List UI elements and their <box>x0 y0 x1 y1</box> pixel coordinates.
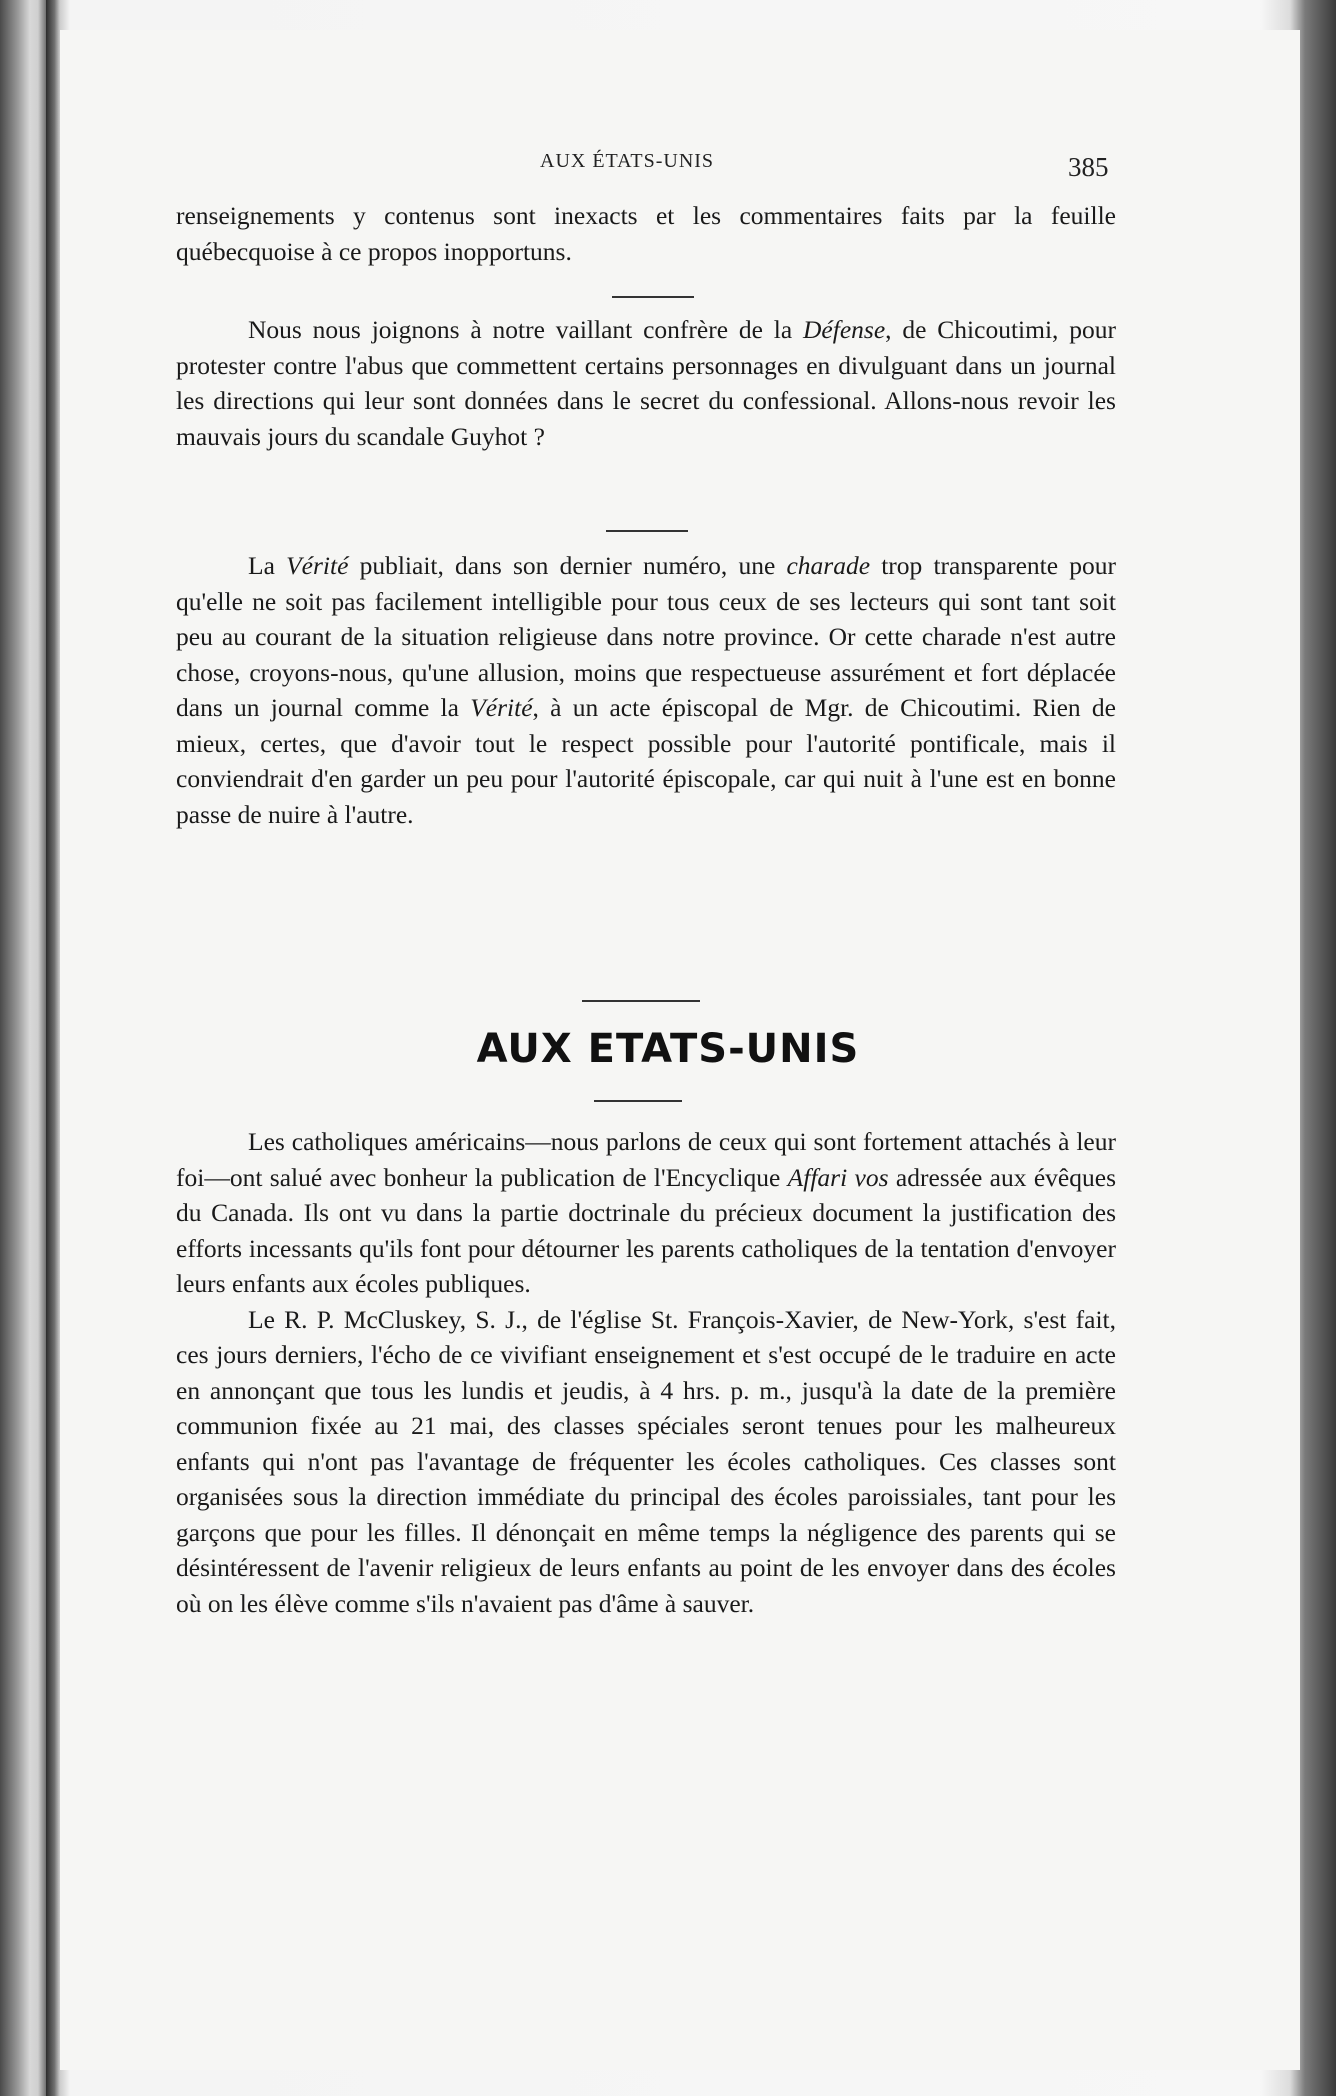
text-run: , à un acte épiscopal de Mgr. de Chicoutimi. Rien de mieux, certes, que d'avoir tout le respect possible pour l'autorité pontificale, mais il conviendrait d'en garder un peu pour l'autorité épiscopale, car qui nuit à l'une est en bonne passe de nuire à l'autre. <box>176 693 1116 829</box>
separator-rule <box>606 530 688 532</box>
paragraph-mccluskey: Le R. P. McCluskey, S. J., de l'église St. François-Xavier, de New-York, s'est fait, ces jours derniers, l'écho de ce vivifiant enseignement et s'est occupé de le traduire en acte en annonçant que tous les lundis et jeudis, à 4 hrs. p. m., jusqu'à la date de la première communion fixée au 21 mai, des classes spéciales seront tenues pour les malheureux enfants qui n'ont pas l'avantage de fréquenter les écoles catholiques. Ces classes sont organisées sous la direction immédiate du principal des écoles paroissiales, tant pour les garçons que pour les filles. Il dénonçait en même temps la négligence des parents qui se désintéressent de l'avenir religieux de leurs enfants au point de les envoyer dans des écoles où on les élève comme s'ils n'avaient pas d'âme à sauver. <box>176 1304 1116 1618</box>
page-number: 385 <box>1068 152 1109 182</box>
italic-text: Affari vos <box>787 1162 889 1192</box>
paragraph-text: renseignements y contenus sont inexacts et les commentaires faits par la feuille québecquoise à ce propos inopportuns. <box>176 201 1116 266</box>
text-run: , de Chicoutimi, pour protester contre l'abus que commettent certains personnages en divulguant dans un journal les directions qui leur sont données dans le secret du confessional. Allons-nous revoir les mauvais jours du scandale Guyhot ? <box>176 315 1116 451</box>
text-run: adressée aux évêques du Canada. Ils ont vu dans la partie doctrinale du précieux document la justification des efforts incessants qu'ils font pour détourner les parents catholiques de la tentation d'envoyer leurs enfants aux écoles publiques. <box>176 1162 1116 1298</box>
paragraph-catholiques <box>176 1124 1116 1302</box>
text-run: Nous nous joignons à notre vaillant confrère de la <box>248 315 804 344</box>
italic-text: Vérité <box>286 551 349 580</box>
section-title: AUX ETATS-UNIS <box>476 1026 860 1072</box>
text-run: La <box>248 551 287 580</box>
separator-rule <box>612 296 694 298</box>
separator-rule <box>582 1000 700 1002</box>
paragraph-verite <box>176 548 1116 832</box>
italic-text: charade <box>786 551 871 580</box>
text-run: Les catholiques américains—nous parlons de ceux qui sont fortement attachés à leur foi—ont salué avec bonheur la publication de l'Encyclique <box>176 1127 1116 1192</box>
section-body <box>176 1124 1116 1621</box>
text-run: trop transparente pour qu'elle ne soit pas facilement intelligible pour tous ceux de ses lecteurs qui sont tant soit peu au courant de la situation religieuse dans notre province. Or cette charade n'est autre chose, croyons-nous, qu'une allusion, moins que respectueuse assurément et fort déplacée dans un journal comme la <box>176 551 1116 722</box>
paragraph-body <box>176 312 1116 454</box>
running-title: AUX ÉTATS-UNIS <box>540 150 715 172</box>
paragraph-body <box>176 548 1116 832</box>
italic-text: Défense <box>803 315 886 344</box>
text-run: publiait, dans son dernier numéro, une <box>348 551 787 580</box>
paragraph-continued <box>176 198 1116 269</box>
paragraph-defense <box>176 312 1116 454</box>
italic-text: Vérité <box>470 693 533 722</box>
separator-rule <box>594 1100 682 1102</box>
